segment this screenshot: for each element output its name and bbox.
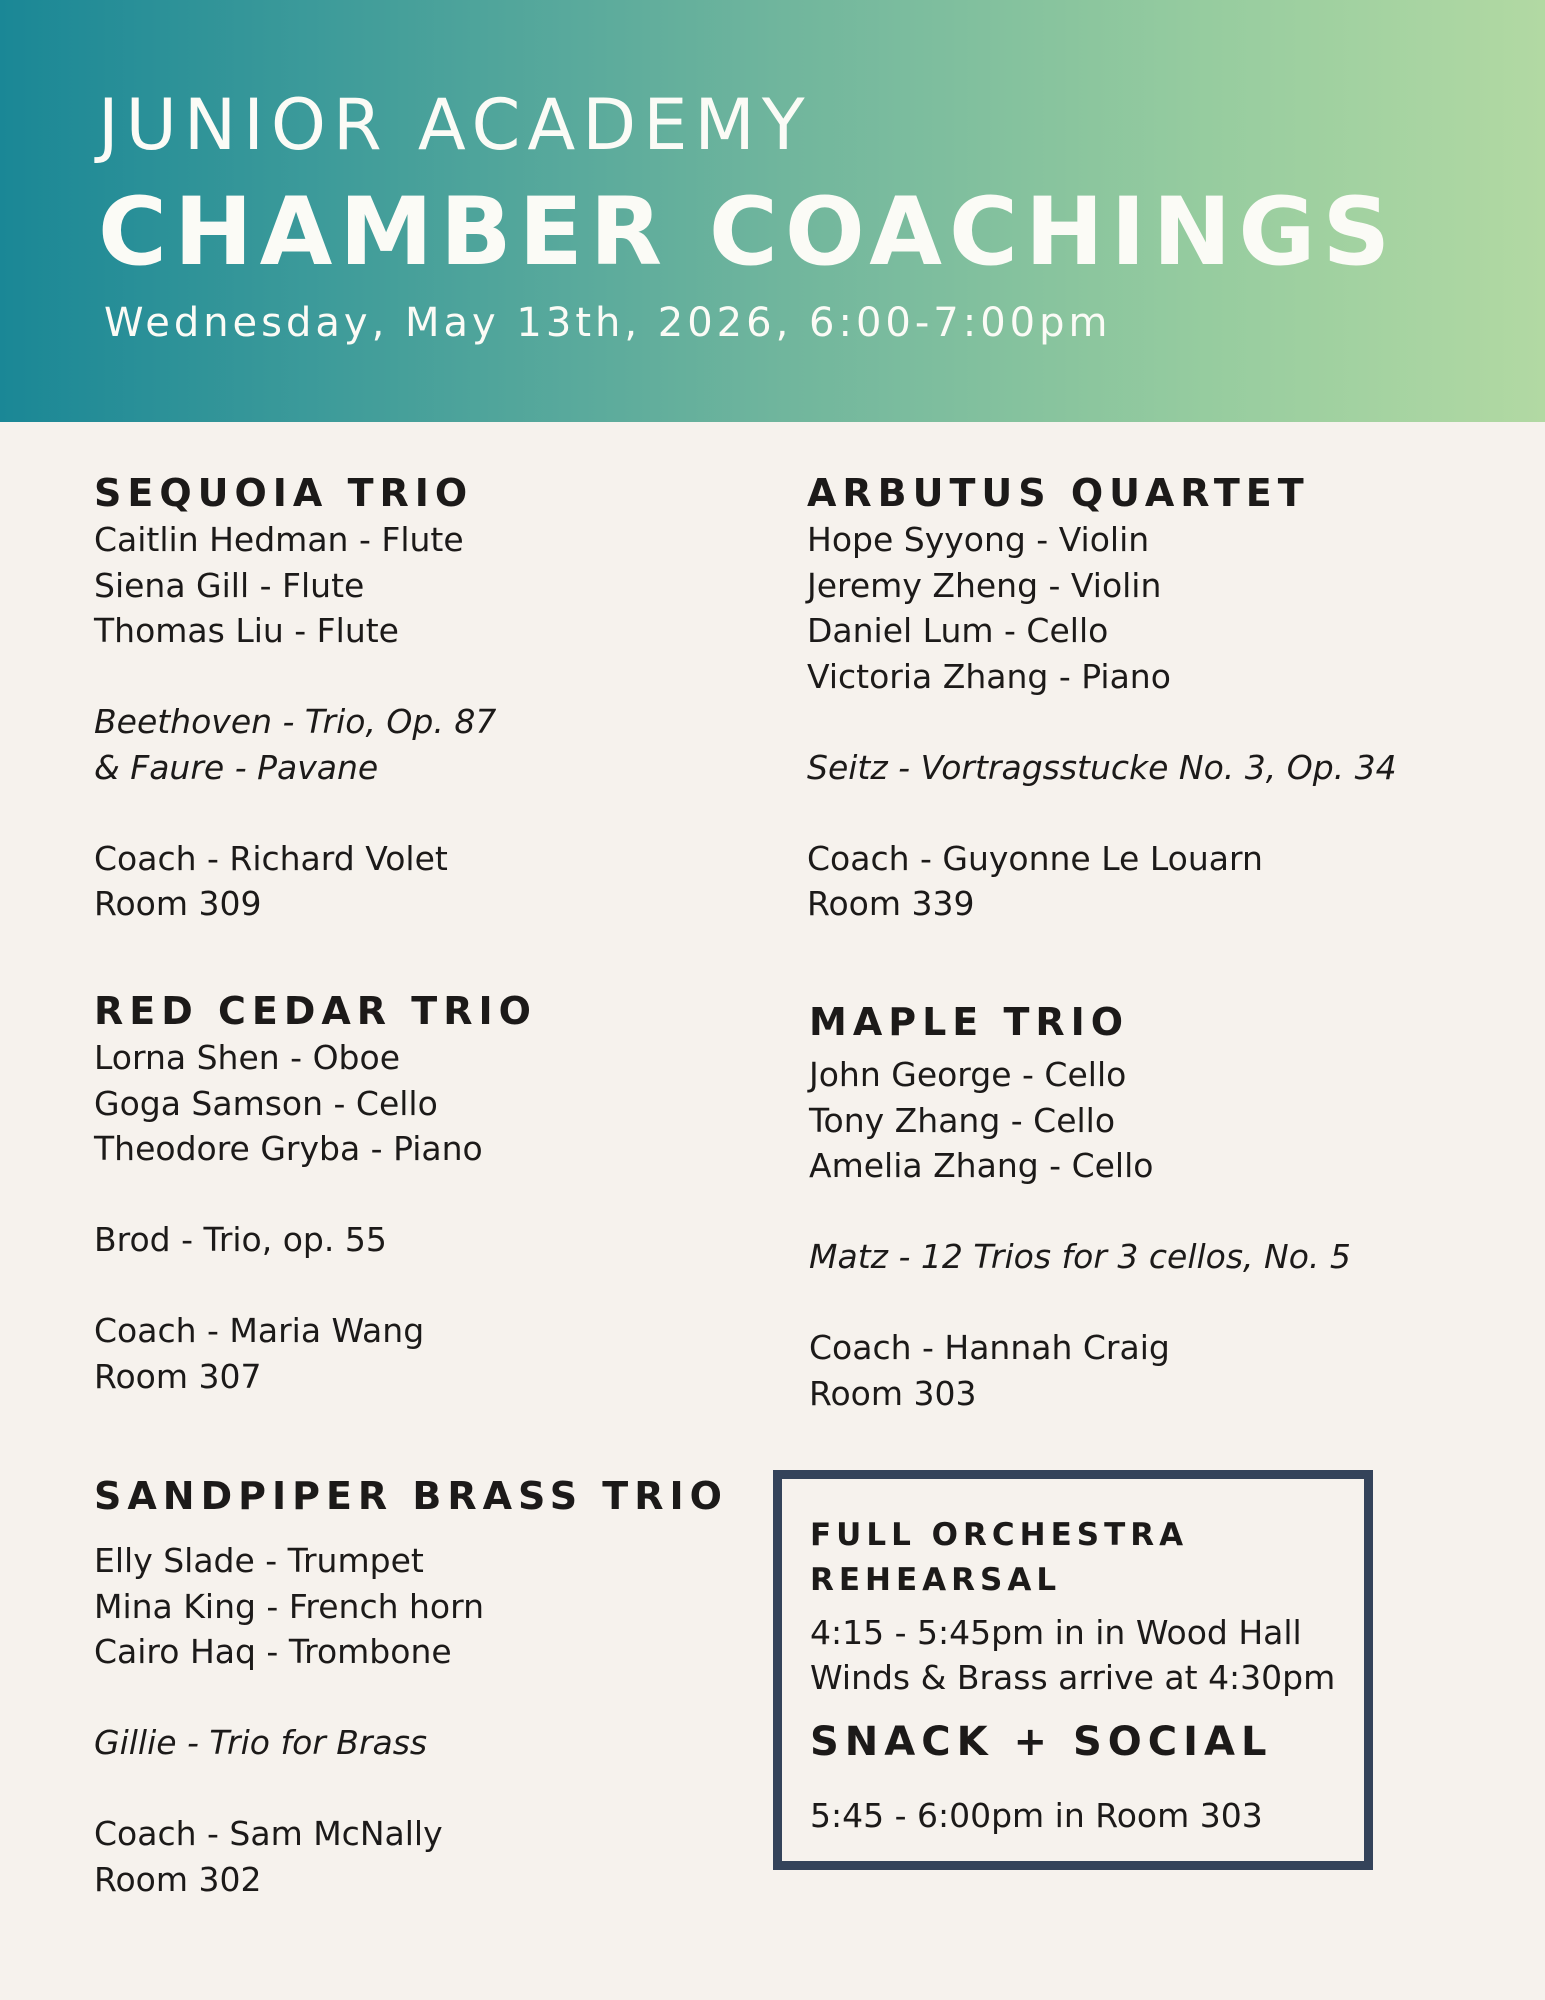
- repertoire: Matz - 12 Trios for 3 cellos, No. 5: [809, 1237, 1351, 1276]
- social-time: 5:45 - 6:00pm in Room 303: [810, 1796, 1263, 1835]
- member: Victoria Zhang - Piano: [807, 656, 1171, 696]
- group-red-cedar-trio: [94, 987, 537, 1399]
- member: Caitlin Hedman - Flute: [94, 520, 464, 559]
- member: Theodore Gryba - Piano: [94, 1129, 483, 1168]
- group-name: SANDPIPER BRASS TRIO: [94, 1474, 728, 1518]
- coach: Coach - Maria Wang: [94, 1311, 425, 1350]
- member: Mina King - French horn: [94, 1586, 485, 1626]
- member: Goga Samson - Cello: [94, 1083, 438, 1123]
- member: John George - Cello: [809, 1055, 1127, 1094]
- room: Room 307: [94, 1356, 262, 1396]
- group-arbutus-quartet: [807, 469, 1397, 927]
- member: Thomas Liu - Flute: [94, 611, 399, 650]
- rehearsal-heading: FULL ORCHESTRA: [810, 1517, 1189, 1553]
- room: Room 302: [94, 1859, 262, 1899]
- member: Amelia Zhang - Cello: [809, 1146, 1154, 1185]
- room: Room 309: [94, 884, 262, 923]
- group-maple-trio: [809, 998, 1351, 1416]
- group-name: MAPLE TRIO: [809, 1000, 1130, 1044]
- rehearsal-heading: REHEARSAL: [810, 1562, 1062, 1598]
- member: Tony Zhang - Cello: [809, 1100, 1116, 1140]
- coach: Coach - Guyonne Le Louarn: [807, 838, 1263, 878]
- member: Elly Slade - Trumpet: [94, 1541, 424, 1580]
- coach: Coach - Richard Volet: [94, 838, 448, 878]
- member: Daniel Lum - Cello: [807, 611, 1109, 650]
- repertoire: Seitz - Vortragsstucke No. 3, Op. 34: [807, 747, 1397, 787]
- social-heading: SNACK + SOCIAL: [810, 1719, 1273, 1765]
- member: Jeremy Zheng - Violin: [807, 565, 1162, 605]
- repertoire: Beethoven - Trio, Op. 87: [94, 702, 497, 741]
- repertoire: Gillie - Trio for Brass: [94, 1723, 428, 1762]
- schedule-notice-box: [773, 1470, 1373, 1870]
- group-sandpiper-brass-trio: [94, 1472, 728, 1902]
- group-name: RED CEDAR TRIO: [94, 989, 537, 1033]
- group-name: SEQUOIA TRIO: [94, 471, 474, 515]
- repertoire: Brod - Trio, op. 55: [94, 1220, 387, 1259]
- member: Cairo Haq - Trombone: [94, 1632, 452, 1671]
- room: Room 339: [807, 884, 975, 923]
- rehearsal-note: Winds & Brass arrive at 4:30pm: [810, 1658, 1336, 1697]
- member: Hope Syyong - Violin: [807, 520, 1150, 559]
- header-kicker: JUNIOR ACADEMY: [98, 84, 812, 166]
- page-title: CHAMBER COACHINGS: [98, 178, 1398, 287]
- group-name: ARBUTUS QUARTET: [807, 471, 1310, 515]
- rehearsal-time: 4:15 - 5:45pm in in Wood Hall: [810, 1613, 1302, 1652]
- coach: Coach - Sam McNally: [94, 1814, 443, 1853]
- room: Room 303: [809, 1373, 977, 1413]
- header-banner: [0, 0, 1545, 422]
- member: Lorna Shen - Oboe: [94, 1038, 400, 1077]
- event-date: Wednesday, May 13th, 2026, 6:00-7:00pm: [104, 300, 1112, 346]
- coach: Coach - Hannah Craig: [809, 1328, 1170, 1367]
- member: Siena Gill - Flute: [94, 565, 365, 605]
- group-sequoia-trio: [94, 469, 496, 927]
- repertoire: & Faure - Pavane: [94, 747, 379, 787]
